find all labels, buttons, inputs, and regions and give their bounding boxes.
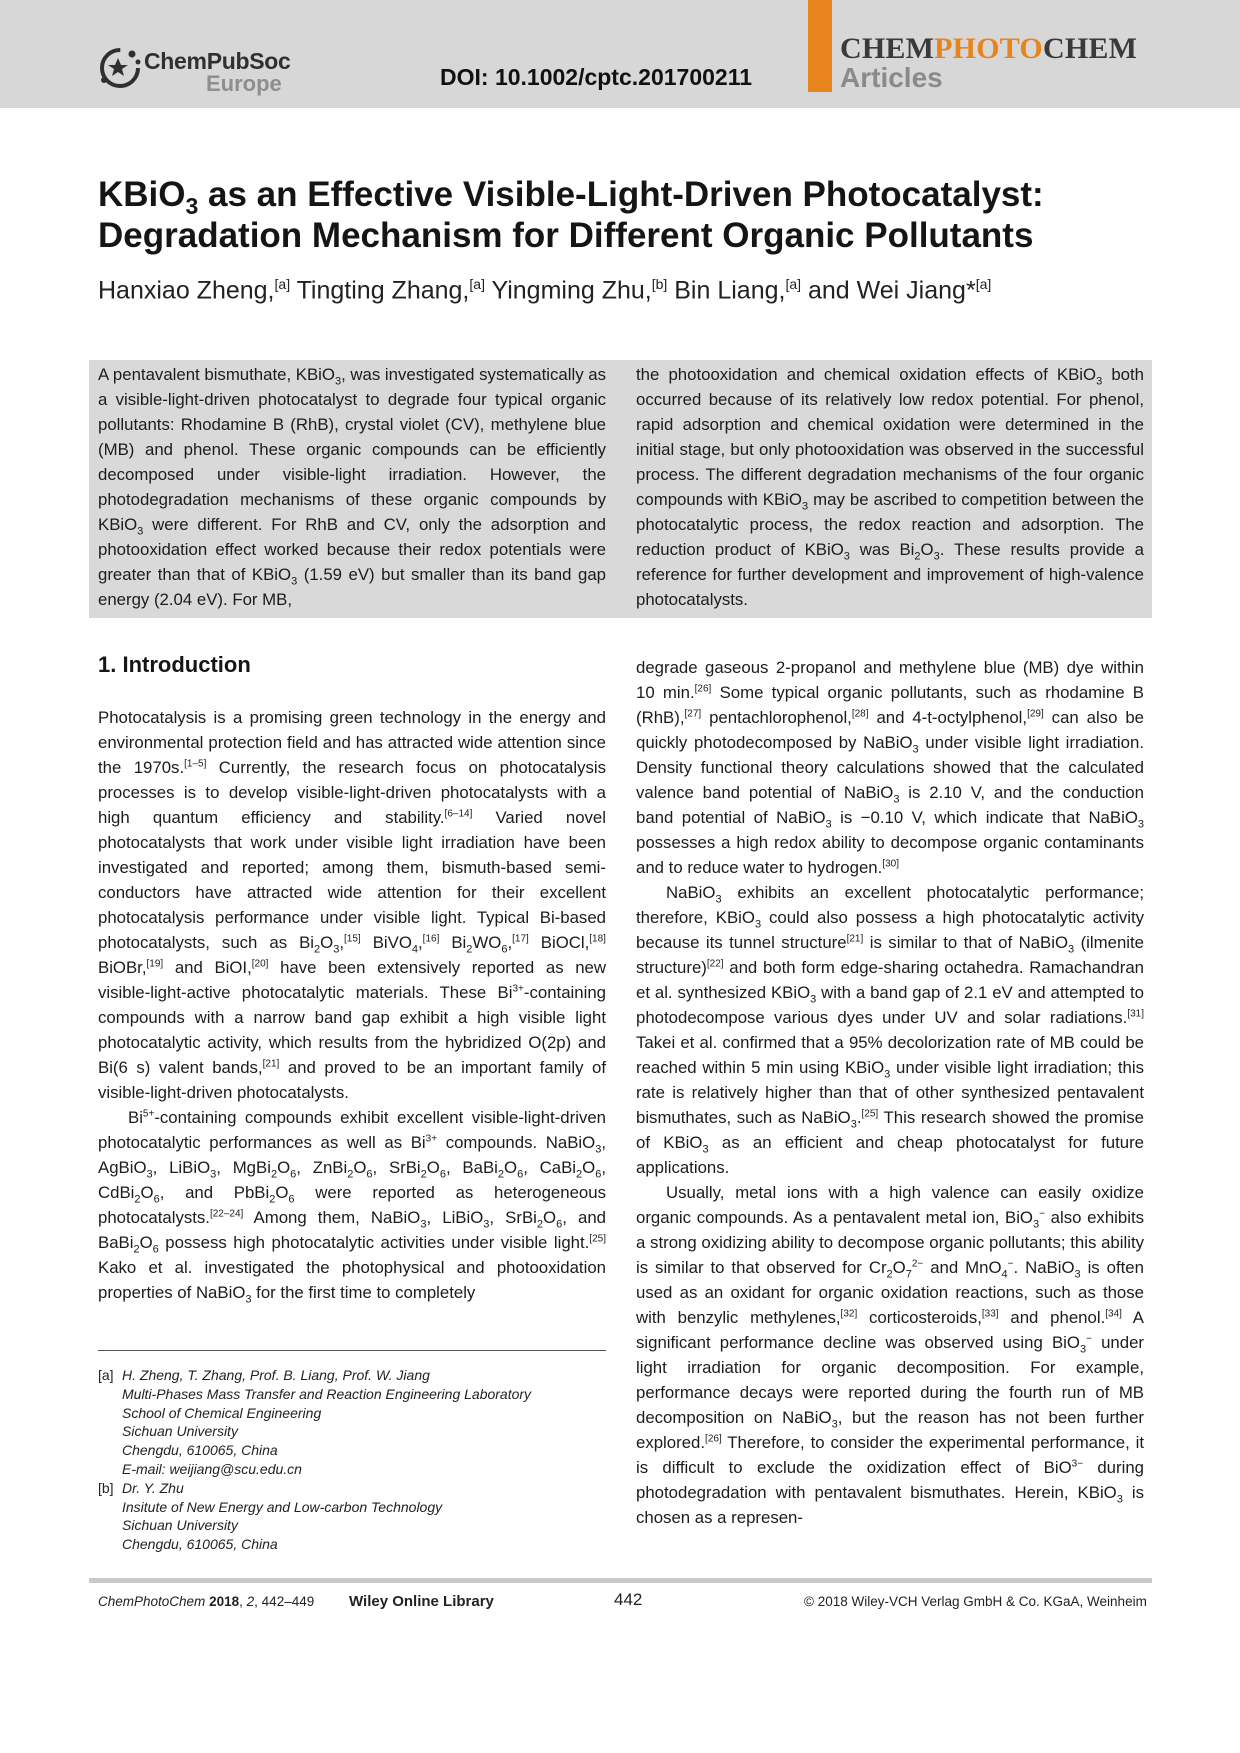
- affiliation-line: School of Chemical Engineering: [122, 1404, 322, 1421]
- title-compound: KBiO: [98, 175, 186, 214]
- affiliation-b: [98, 1479, 606, 1554]
- affiliation-line: Multi-Phases Mass Transfer and Reaction Engineering Laboratory: [122, 1385, 532, 1402]
- publisher-region: Europe: [206, 71, 282, 96]
- chempubsoc-logo-icon: [98, 46, 142, 90]
- author-name: Tingting Zhang,: [290, 276, 470, 305]
- affiliation-lines: [122, 1366, 531, 1479]
- body-paragraph: degrade gaseous 2-propanol and methylene blue (MB) dye within 10 min.[26] Some typical organic pollutants, such as rhodamine B (RhB),[27] pentachlorophenol,[28] and 4-t-octylphenol,[29] can also be quickly photodecomposed by NaBiO$_3$ under visible light irradiation. Density functional theory calculations showed that the calculated valence band potential of NaBiO$_3$ is 2.10 V, and the conduction band potential of NaBiO$_3$ is −0.10 V, which indicate that NaBiO$_3$ possesses a high redox ability to decompose organic contaminants and to reduce water to hydrogen.[30]: [636, 658, 1145, 877]
- body-paragraph: NaBiO$_3$ exhibits an excellent photocatalytic performance; therefore, KBiO$_3$ could also possess a high photocatalytic activity because its tunnel structure[21] is similar to that of NaBiO$_3$ (ilmenite structure)[22] and both form edge-sharing octahedra. Ramachandran et al. synthesized KBiO$_3$ with a band gap of 2.1 eV and attempted to photodecompose various dyes under UV and solar radiations.[31] Takei et al. confirmed that a 95% decolorization rate of MB could be reached within 5 min using KBiO$_3$ under visible light irradiation; this rate is relatively higher than that of other synthesized pentavalent bismuthates, such as NaBiO$_3$.[25] This research showed the promise of KBiO$_3$ as an efficient and cheap photocatalyst for future applications.: [636, 883, 1145, 1177]
- author-list: [98, 276, 1138, 305]
- affiliation-line: Sichuan University: [122, 1423, 238, 1440]
- affiliation-line: Chengdu, 610065, China: [122, 1442, 278, 1459]
- author-name: Yingming Zhu,: [484, 276, 652, 305]
- affiliations: [98, 1366, 606, 1554]
- journal-name-part3: CHEM: [1042, 32, 1138, 65]
- journal-accent-bar: [808, 0, 832, 92]
- body-paragraph: $Bi^{5+}$-containing compounds exhibit excellent visible-light-driven photocatalytic performances as well as $Bi^{3+}$ compounds. NaBiO$_3$, AgBiO$_3$, LiBiO$_3$, $MgBi_2O_6$, $ZnBi_2O_6$, $SrBi_2O_6$, $BaBi_2O_6$, $CaBi_2O_6$, $CdBi_2O_6$, and $PbBi_2O_6$ were reported as heterogeneous photocatalysts.[22–24] Among them, NaBiO$_3$, LiBiO$_3$, $SrBi_2O_6$, and $BaBi_2O_6$ possess high photocatalytic activities under visible light.[25] Kako et al. investigated the photophysical and photooxidation properties of NaBiO$_3$ for the first time to completely: [98, 1108, 606, 1306]
- author-affiliation-marker: [a]: [785, 276, 802, 292]
- affiliation-a: [98, 1366, 606, 1479]
- publisher-logo[interactable]: [98, 46, 298, 98]
- affiliation-email[interactable]: E-mail: weijiang@scu.edu.cn: [122, 1460, 302, 1477]
- article-type: Articles: [840, 62, 943, 93]
- footer-year: 2018: [209, 1594, 240, 1609]
- body-paragraph: Photocatalysis is a promising green technology in the energy and environmental protection field and has attracted wide attention since the 1970s.[1–5] Currently, the research focus on photocatalysis processes is to develop visible-light-driven photocatalysts with a high quantum efficiency and stability.[6–14] Varied novel photocatalysts that work under visible light irradiation have been investigated and reported; among them, bismuth-based semi-conductors have attracted wide attention for their excellent photocatalysis performance under visible light. Typical Bi-based photocatalysts, such as $Bi_2O_3,[15]$ BiVO$_4$,[16] $Bi_2WO_6,[17]$ BiOCl,[18] BiOBr,[19] and BiOI,[20] have been extensively reported as new visible-light-active photocatalytic materials. These $Bi^{3+}$-containing compounds with a narrow band gap exhibit a high visible light photocatalytic activity, which results from the hybridized O(2p) and Bi(6 s) valent bands,[21] and proved to be an important family of visible-light-driven photocatalysts.: [98, 708, 606, 1102]
- footer-volume: 2: [246, 1594, 255, 1609]
- footer-separator: ,: [239, 1594, 247, 1609]
- body-paragraph: Usually, metal ions with a high valence can easily oxidize organic compounds. As a pentavalent metal ion, BiO$_3$− also exhibits a strong oxidizing ability to decompose organic pollutants; this ability is similar to that observed for $Cr_2O_7^{2-}$ and MnO$_4$−. NaBiO$_3$ is often used as an oxidant for organic oxidation reactions, such as those with benzylic methylenes,[32] corticosteroids,[33] and phenol.[34] A significant performance decline was observed using BiO$_3$− under light irradiation for organic decomposition. For example, performance decays were reported during the fourth run of MB decomposition on NaBiO$_3$, but the reason has not been further explored.[26] Therefore, to consider the experimental performance, it is difficult to exclude the oxidization effect of BiO$^{3-}$ during photodegradation with pentavalent bismuthates. Herein, KBiO$_3$ is chosen as a represen-: [636, 1183, 1144, 1527]
- affiliation-line: Insitute of New Energy and Low-carbon Technology: [122, 1498, 443, 1515]
- affiliation-line: H. Zheng, T. Zhang, Prof. B. Liang, Prof. W. Jiang: [122, 1367, 430, 1383]
- abstract-right-column: the photooxidation and chemical oxidation effects of KBiO$_3$ both occurred because of its relatively low redox potential. For phenol, rapid adsorption and chemical oxidation were determined in the initial stage, but only photooxidation was observed in the successful process. The different degradation mechanisms of the four organic compounds with KBiO$_3$ may be ascribed to competition between the photocatalytic process, the redox reaction and adsorption. The reduction product of KBiO$_3$ was $Bi_2O_3$. These results provide a reference for further development and improvement of high-valence photocatalysts.: [636, 365, 1144, 609]
- publisher-name: ChemPubSoc: [144, 48, 291, 74]
- footer-citation: [98, 1594, 314, 1609]
- body-left-column: [98, 705, 606, 1305]
- affiliation-lines: [122, 1479, 442, 1554]
- author-affiliation-marker: [a]: [975, 276, 992, 292]
- author-affiliation-marker: [a]: [274, 276, 291, 292]
- author-name: Bin Liang,: [667, 276, 786, 305]
- copyright: © 2018 Wiley-VCH Verlag GmbH & Co. KGaA, Weinheim: [804, 1594, 1147, 1609]
- footer-separator: ,: [254, 1594, 262, 1609]
- journal-name-part1: CHEM: [840, 32, 935, 65]
- title-compound-subscript: 3: [185, 193, 199, 219]
- author-name: and Wei Jiang*: [801, 276, 976, 305]
- author-name: Hanxiao Zheng,: [98, 276, 275, 305]
- footnote-rule: [98, 1350, 606, 1351]
- page-number: 442: [614, 1590, 643, 1609]
- section-heading: 1. Introduction: [98, 652, 251, 677]
- abstract-left-column: A pentavalent bismuthate, KBiO$_3$, was investigated systematically as a visible-light-driven photocatalyst to degrade four typical organic pollutants: Rhodamine B (RhB), crystal violet (CV), methylene blue (MB) and phenol. These organic compounds can be efficiently decomposed under visible-light irradiation. However, the photodegradation mechanisms of these organic compounds by KBiO$_3$ were different. For RhB and CV, only the adsorption and photooxidation effect worked because their redox potentials were greater than that of KBiO$_3$ (1.59 eV) but smaller than its band gap energy (2.04 eV). For MB,: [98, 365, 606, 609]
- footer-pages: 442–449: [261, 1594, 315, 1609]
- affiliation-line: Sichuan University: [122, 1517, 238, 1534]
- affiliation-line: Chengdu, 610065, China: [122, 1536, 278, 1553]
- body-right-column: [636, 655, 1144, 1530]
- footer-rule: [89, 1578, 1152, 1583]
- title-line1-rest: as an Effective Visible-Light-Driven Photocatalyst:: [198, 175, 1044, 214]
- footer-journal: ChemPhotoChem: [98, 1594, 206, 1609]
- doi-link[interactable]: DOI: 10.1002/cptc.201700211: [440, 64, 753, 90]
- author-affiliation-marker: [a]: [469, 276, 485, 292]
- affiliation-tag: [b]: [98, 1479, 114, 1496]
- affiliation-line: Dr. Y. Zhu: [122, 1479, 184, 1496]
- affiliation-tag: [a]: [98, 1367, 114, 1383]
- article-title: [98, 174, 1138, 256]
- title-line2: Degradation Mechanism for Different Organic Pollutants: [98, 216, 1034, 255]
- journal-name: [840, 32, 1137, 66]
- journal-name-part2: PHOTO: [934, 32, 1043, 65]
- author-affiliation-marker: [b]: [651, 276, 668, 292]
- wiley-online-library-link[interactable]: Wiley Online Library: [349, 1593, 494, 1610]
